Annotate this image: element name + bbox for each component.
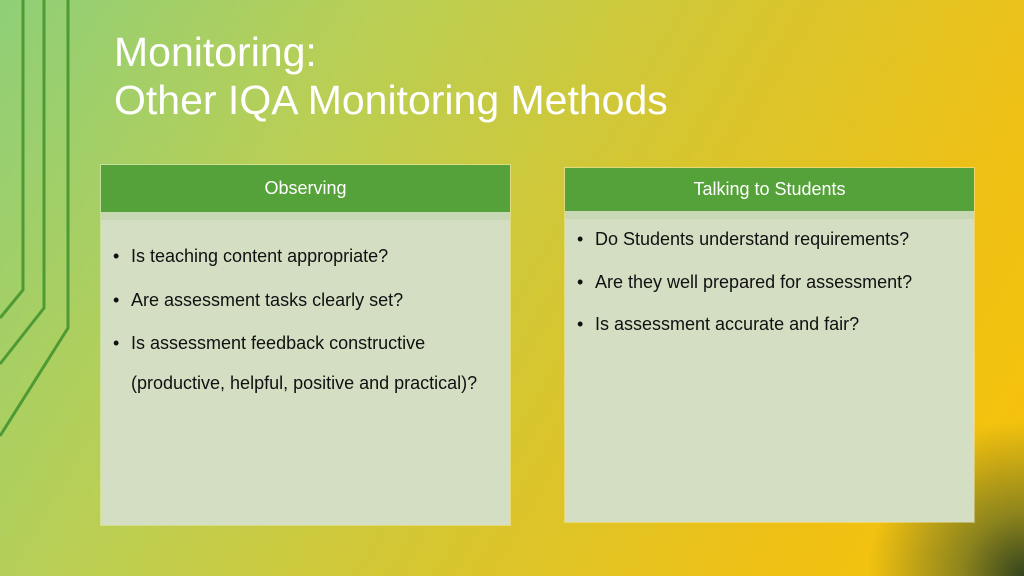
observing-card-header [101, 165, 510, 212]
talking-header-label: Talking to Students [693, 179, 846, 199]
title-line-1: Monitoring: [114, 29, 317, 75]
talking-card-header [565, 168, 974, 211]
observing-header-label: Observing [264, 178, 347, 198]
card-header-band [101, 212, 510, 220]
decorative-lines [0, 0, 80, 576]
observing-list [101, 220, 510, 403]
list-item: • Do Students understand requirements? [577, 220, 962, 259]
title-line-2: Other IQA Monitoring Methods [114, 77, 668, 123]
list-item: • Are assessment tasks clearly set? [113, 281, 498, 321]
page-title [114, 28, 668, 124]
list-item: • Is assessment feedback constructive (productive, helpful, positive and practical)? [113, 324, 498, 403]
list-item: • Are they well prepared for assessment? [577, 263, 962, 302]
card-header-band [565, 211, 974, 219]
observing-card [101, 165, 510, 525]
talking-to-students-card [565, 168, 974, 522]
list-item: • Is teaching content appropriate? [113, 237, 498, 277]
talking-list [565, 219, 974, 344]
list-item: • Is assessment accurate and fair? [577, 305, 962, 344]
